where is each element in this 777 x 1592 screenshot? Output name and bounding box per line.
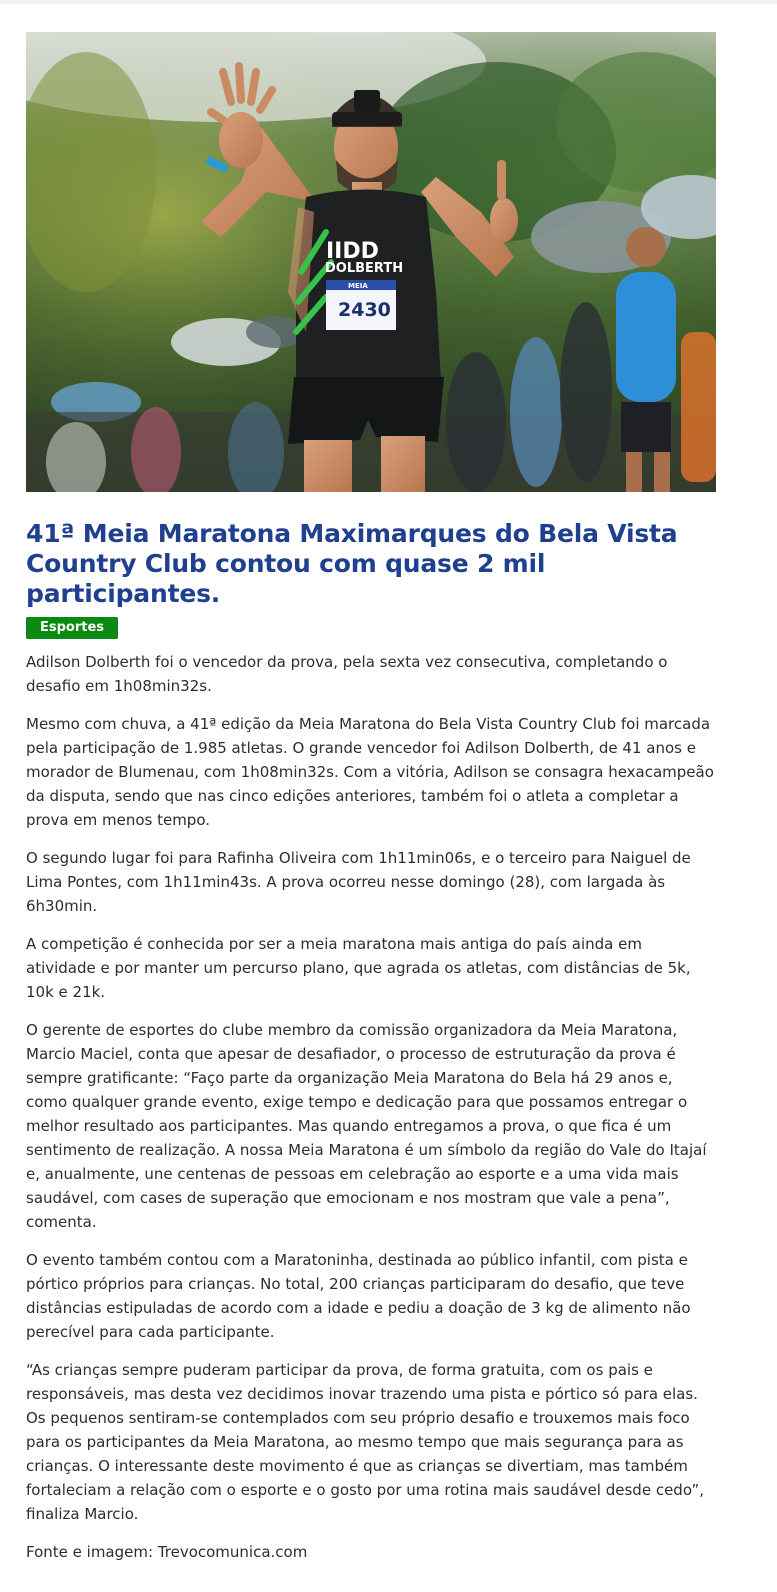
article-paragraph: O evento também contou com a Maratoninha, destinada ao público infantil, com pista e pórtico próprios para crianças. No total, 200 crianças participaram do desafio, que teve distâncias estipuladas de acordo com a idade e pediu a doação de 3 kg de alimento não perecível para cada participante. [26, 1251, 691, 1341]
article-paragraph: Mesmo com chuva, a 41ª edição da Meia Maratona do Bela Vista Country Club foi marcada pela participação de 1.985 atletas. O grande vencedor foi Adilson Dolberth, de 41 anos e morador de Blumenau, com 1h08min32s. Com a vitória, Adilson se consagra hexacampeão da disputa, sendo que nas cinco edições anteriores, também foi o atleta a completar a prova em menos tempo. [26, 715, 714, 829]
article-lead: Adilson Dolberth foi o vencedor da prova, pela sexta vez consecutiva, completando o desafio em 1h08min32s. [26, 653, 668, 695]
article-paragraph: O gerente de esportes do clube membro da comissão organizadora da Meia Maratona, Marcio Maciel, conta que apesar de desafiador, o processo de estruturação da prova é sempre gratificante: “Faço parte da organização Meia Maratona do Bela há 29 anos e, como qualquer grande evento, exige tempo e dedicação para que possamos entregar o melhor resultado aos participantes. Mas quando entregamos a prova, o que fica é um sentimento de realização. A nossa Meia Maratona é um símbolo da região do Vale do Itajaí e, anualmente, une centenas de pessoas em celebração ao esporte e a uma vida mais saudável, com cases de superação que emocionam e nos mostram que vale a pena”, comenta. [26, 1021, 707, 1231]
article-headline: 41ª Meia Maratona Maximarques do Bela Vista Country Club contou com quase 2 mil participantes. [26, 519, 678, 608]
jersey-logo: IIDD [326, 239, 379, 264]
article-photo [26, 32, 716, 492]
article [26, 32, 716, 1564]
top-divider [0, 0, 777, 4]
category-badge[interactable]: Esportes [26, 617, 118, 639]
bib-number: 2430 [338, 299, 391, 321]
article-paragraph: A competição é conhecida por ser a meia maratona mais antiga do país ainda em atividade e por manter um percurso plano, que agrada os atletas, com distâncias de 5k, 10k e 21k. [26, 935, 691, 1001]
bib-event: MEIA [348, 282, 368, 290]
jersey-brand: DOLBERTH [325, 261, 404, 276]
article-source: Fonte e imagem: Trevocomunica.com [26, 1543, 308, 1561]
article-paragraph: “As crianças sempre puderam participar da prova, de forma gratuita, com os pais e responsáveis, mas desta vez decidimos inovar trazendo uma pista e pórtico só para elas. Os pequenos sentiram-se contemplados com seu próprio desafio e trouxemos mais foco para os participantes da Meia Maratona, ao mesmo tempo que mais segurança para as crianças. O interessante deste movimento é que as crianças se divertiam, mas também fortaleciam a relação com o esporte e o gosto por uma rotina mais saudável desde cedo”, finaliza Marcio. [26, 1361, 704, 1523]
article-paragraph: O segundo lugar foi para Rafinha Oliveira com 1h11min06s, e o terceiro para Naiguel de Lima Pontes, com 1h11min43s. A prova ocorreu nesse domingo (28), com largada às 6h30min. [26, 849, 691, 915]
